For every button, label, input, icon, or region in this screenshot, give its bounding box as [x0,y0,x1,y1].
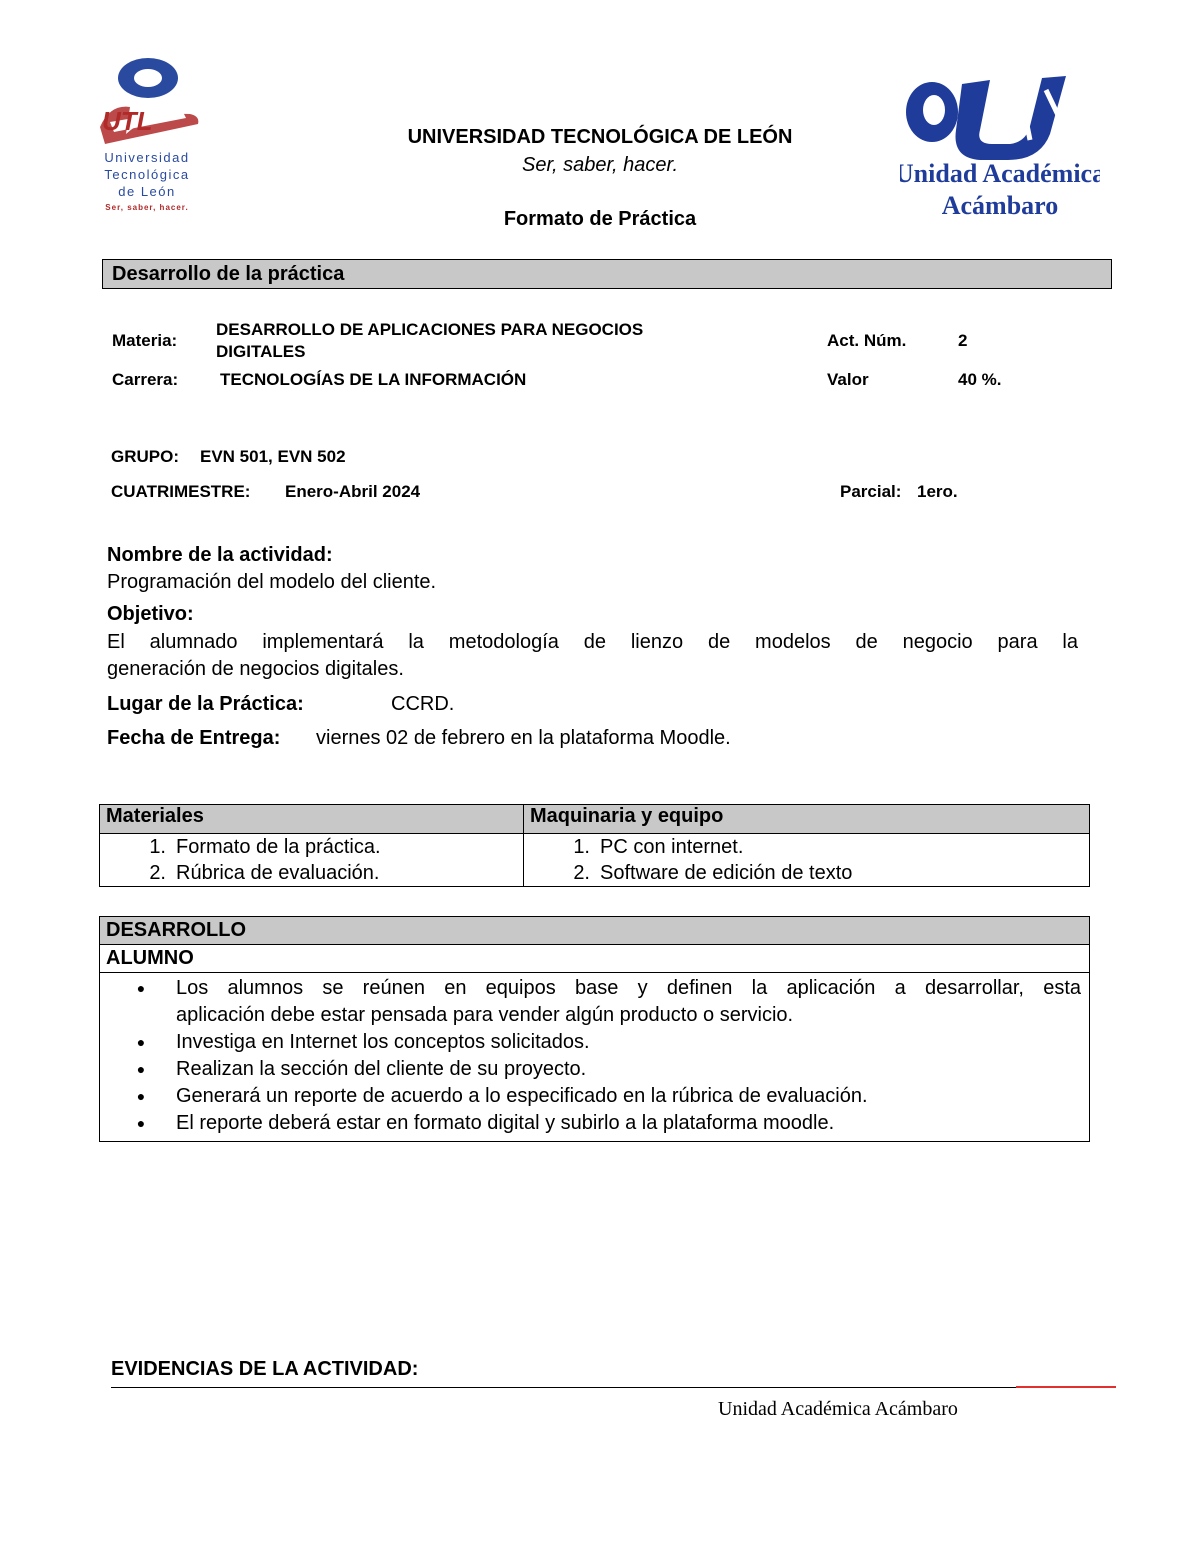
list-item: ● Los alumnos se reúnen en equipos base y definen la aplicación a desarrollar, esta aplicación debe estar pensada para vender algún producto o servicio. [106,975,1083,1029]
grupo-value: EVN 501, EVN 502 [200,447,346,466]
list-item: ● Generará un reporte de acuerdo a lo especificado en la rúbrica de evaluación. [106,1083,1083,1110]
grupo-label: GRUPO: [111,447,179,466]
university-motto: Ser, saber, hacer. [521,154,678,176]
fecha-label: Fecha de Entrega: [107,727,281,749]
list-item: 1. Formato de la práctica. [149,836,381,858]
svg-text:UTL: UTL [102,106,153,136]
nombre-actividad-value: Programación del modelo del cliente. [107,571,437,593]
valor-label: Valor [827,370,869,389]
university-title: UNIVERSIDAD TECNOLÓGICA DE LEÓN [407,126,793,148]
footer-text: Unidad Académica Acámbaro [718,1398,958,1420]
lugar-label: Lugar de la Práctica: [107,693,304,715]
objetivo-label: Objetivo: [107,603,194,625]
carrera-value: TECNOLOGÍAS DE LA INFORMACIÓN [220,370,527,389]
materia-value-line1: DESARROLLO DE APLICACIONES PARA NEGOCIOS [216,320,644,339]
alumno-header: ALUMNO [100,945,1090,973]
objetivo-line2: generación de negocios digitales. [107,658,404,680]
svg-text:Unidad Académica: Unidad Académica [900,159,1100,188]
bullet-icon: ● [136,1115,146,1131]
list-item: 2. Rúbrica de evaluación. [149,862,380,884]
section-title-bar: Desarrollo de la práctica [102,259,1112,289]
maquinaria-cell [524,834,1090,887]
list-item: ● Investiga en Internet los conceptos solicitados. [106,1029,1083,1056]
materia-value-line2: DIGITALES [216,342,306,361]
format-title: Formato de Práctica [503,208,697,230]
evidencias-divider [111,1387,1016,1388]
cuatrimestre-value: Enero-Abril 2024 [285,482,421,501]
desarrollo-header: DESARROLLO [100,917,1090,945]
objetivo-line1: El alumnado implementará la metodología de lienzo de modelos de negocio para la [107,631,1078,653]
parcial-label: Parcial: [840,482,902,501]
evidencias-title: EVIDENCIAS DE LA ACTIVIDAD: [111,1358,419,1380]
svg-text:Universidad: Universidad [104,150,190,165]
materiales-header: Materiales [100,805,524,834]
list-item: 1. PC con internet. [573,836,744,858]
lugar-value: CCRD. [391,693,455,715]
act-num-value: 2 [958,331,968,350]
list-item: 2. Software de edición de texto [573,862,853,884]
bullet-icon: ● [136,980,146,996]
svg-text:de León: de León [118,184,176,199]
fecha-value: viernes 02 de febrero en la plataforma Moodle. [316,727,731,749]
bullet-icon: ● [136,1034,146,1050]
nombre-actividad-label: Nombre de la actividad: [107,544,333,566]
maquinaria-header: Maquinaria y equipo [524,805,1090,834]
bullet-icon: ● [136,1088,146,1104]
materials-table [99,804,1090,887]
list-item: ● Realizan la sección del cliente de su proyecto. [106,1056,1083,1083]
valor-value: 40 %. [958,370,1002,389]
svg-text:Ser, saber, hacer.: Ser, saber, hacer. [105,203,189,212]
utl-logo [90,52,205,217]
parcial-value: 1ero. [917,482,958,501]
carrera-label: Carrera: [112,370,179,389]
materia-label: Materia: [112,331,178,350]
ua-logo [900,70,1100,230]
svg-text:Tecnológica: Tecnológica [104,167,190,182]
desarrollo-body [100,973,1090,1142]
cuatrimestre-label: CUATRIMESTRE: [111,482,251,501]
desarrollo-table [99,916,1090,1142]
evidencias-accent-line [1016,1386,1116,1388]
list-item: ● El reporte deberá estar en formato digital y subirlo a la plataforma moodle. [106,1110,1083,1137]
materiales-cell [100,834,524,887]
bullet-icon: ● [136,1061,146,1077]
svg-text:Acámbaro: Acámbaro [941,191,1059,220]
act-num-label: Act. Núm. [827,331,907,350]
